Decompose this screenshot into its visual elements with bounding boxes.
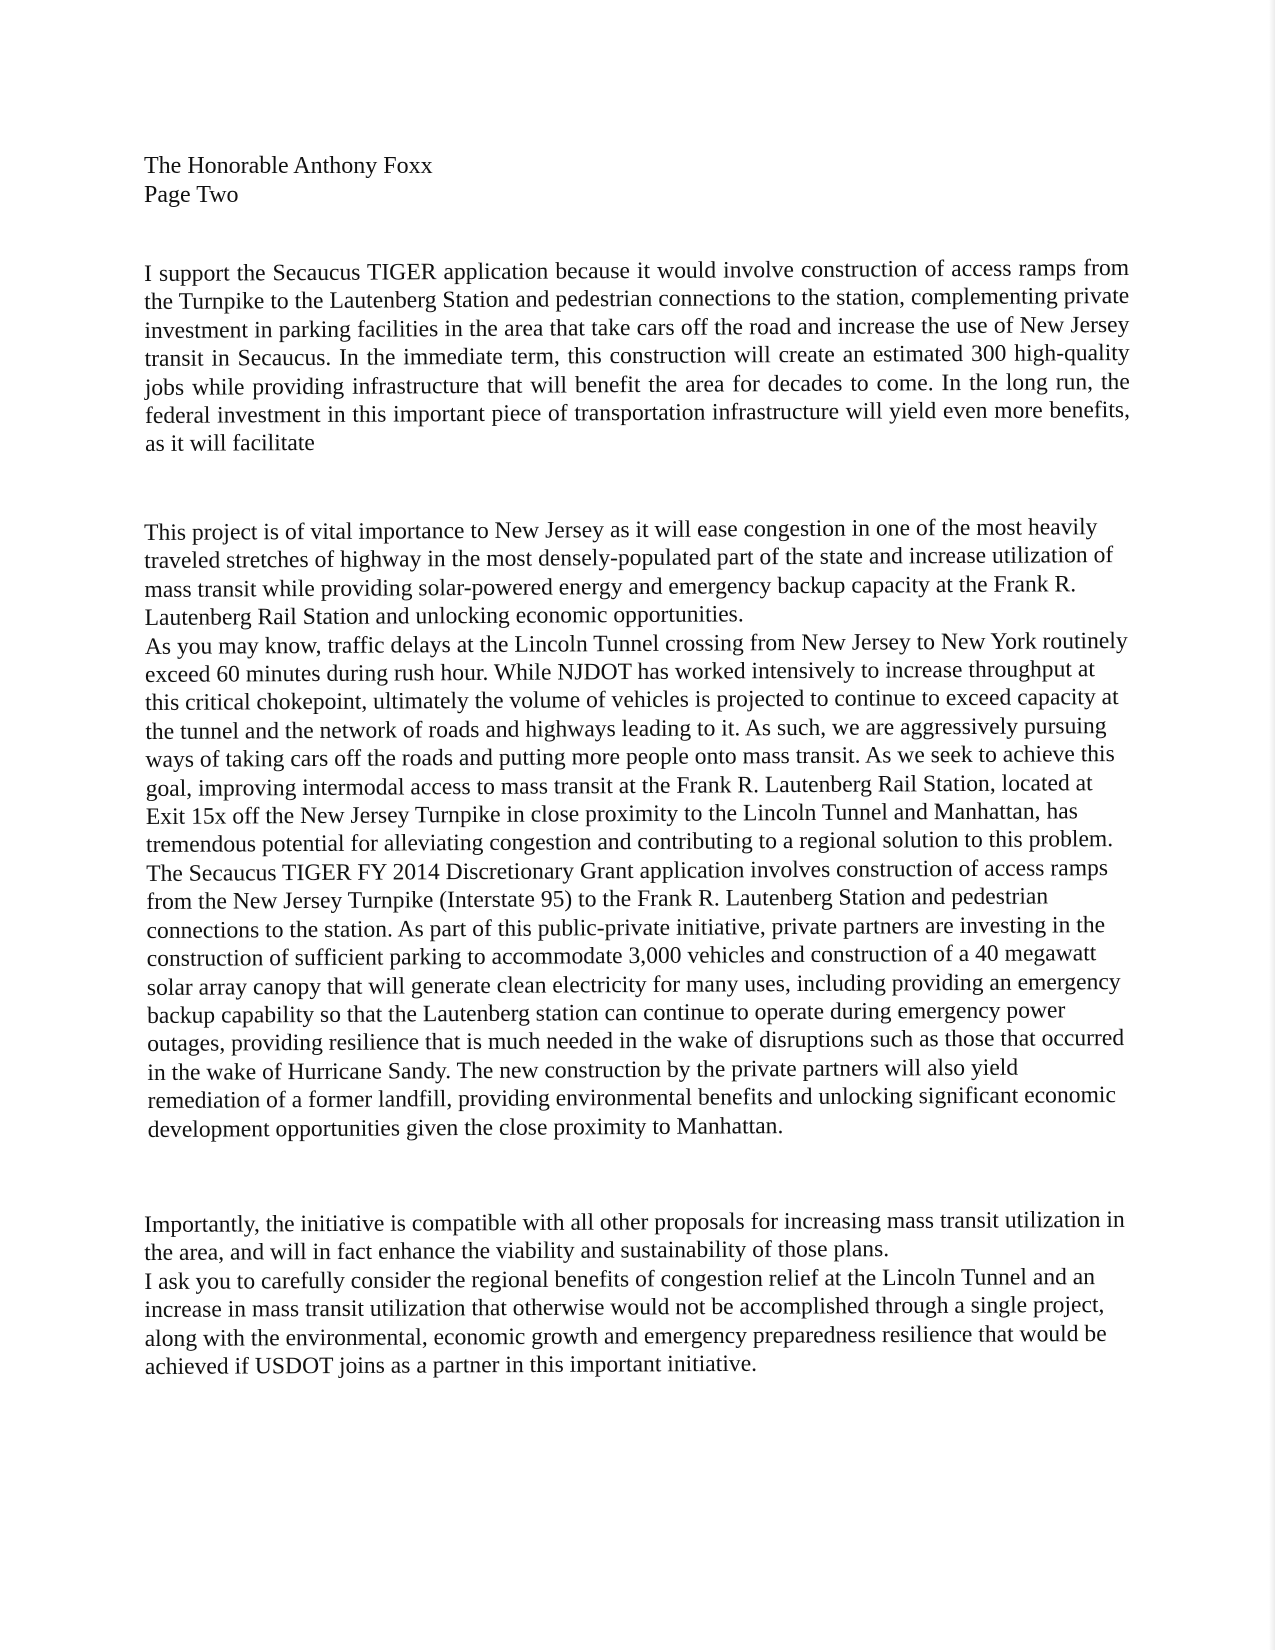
recipient-line: The Honorable Anthony Foxx	[144, 153, 433, 179]
paragraph-project-importance: This project is of vital importance to New Jersey as it will ease congestion in one of the most heavily traveled stretches of highway in the most densely-populated part of the state and increase utilization of mass transit while providing solar-powered energy and emergency backup capacity at the Frank R. Lautenberg Rail Station and unlocking economic opportunities.	[144, 514, 1114, 632]
paragraph-request: I ask you to carefully consider the regional benefits of congestion relief at the Lincoln Tunnel and an increase in mass transit utilization that otherwise would not be accomplished through a single project, along with the environmental, economic growth and emergency preparedness resilience that would be achieved if USDOT joins as a partner in this important initiative.	[144, 1263, 1107, 1381]
paragraph-support-statement: I support the Secaucus TIGER application because it would involve construction of access ramps from the Turnpike to the Lautenberg Station and pedestrian connections to the station, complementing private investment in parking facilities in the area that take cars off the road and increase the use of New Jersey transit in Secaucus. In the immediate term, this construction will create an estimated 300 high-quality jobs while providing infrastructure that will benefit the area for decades to come. In the long run, the federal investment in this important piece of transportation infrastructure will yield even more benefits, as it will facilitate	[144, 254, 1131, 458]
page-number-line: Page Two	[144, 182, 239, 208]
paragraph-grant-application: The Secaucus TIGER FY 2014 Discretionary Grant application involves construction of access ramps from the New Jersey Turnpike (Interstate 95) to the Frank R. Lautenberg Station and pedestrian connections to the station. As part of this public-private initiative, private partners are investing in the construction of sufficient parking to accommodate 3,000 vehicles and construction of a 40 megawatt solar array canopy that will generate clean electricity for many uses, including providing an emergency backup capability so that the Lautenberg station can continue to operate during emergency power outages, providing resilience that is much needed in the wake of disruptions such as those that occurred in the wake of Hurricane Sandy. The new construction by the private partners will also yield remediation of a former landfill, providing environmental benefits and unlocking significant economic development opportunities given the close proximity to Manhattan.	[146, 854, 1125, 1143]
page-edge-shadow	[1269, 0, 1275, 1650]
paragraph-lincoln-tunnel: As you may know, traffic delays at the Lincoln Tunnel crossing from New Jersey to New York routinely exceed 60 minutes during rush hour. While NJDOT has worked intensively to increase throughput at this critical chokepoint, ultimately the volume of vehicles is projected to continue to exceed capacity at the tunnel and the network of roads and highways leading to it. As such, we are aggressively pursuing ways of taking cars off the roads and putting more people onto mass transit. As we seek to achieve this goal, improving intermodal access to mass transit at the Frank R. Lautenberg Rail Station, located at Exit 15x off the New Jersey Turnpike in close proximity to the Lincoln Tunnel and Manhattan, has tremendous potential for alleviating congestion and contributing to a regional solution to this problem.	[144, 627, 1128, 859]
paragraph-compatibility: Importantly, the initiative is compatible with all other proposals for increasing mass transit utilization in the area, and will in fact enhance the viability and sustainability of those plans.	[144, 1206, 1125, 1267]
letter-body-block	[144, 513, 1133, 1144]
closing-block	[144, 1206, 1130, 1382]
letter-header	[144, 152, 433, 210]
